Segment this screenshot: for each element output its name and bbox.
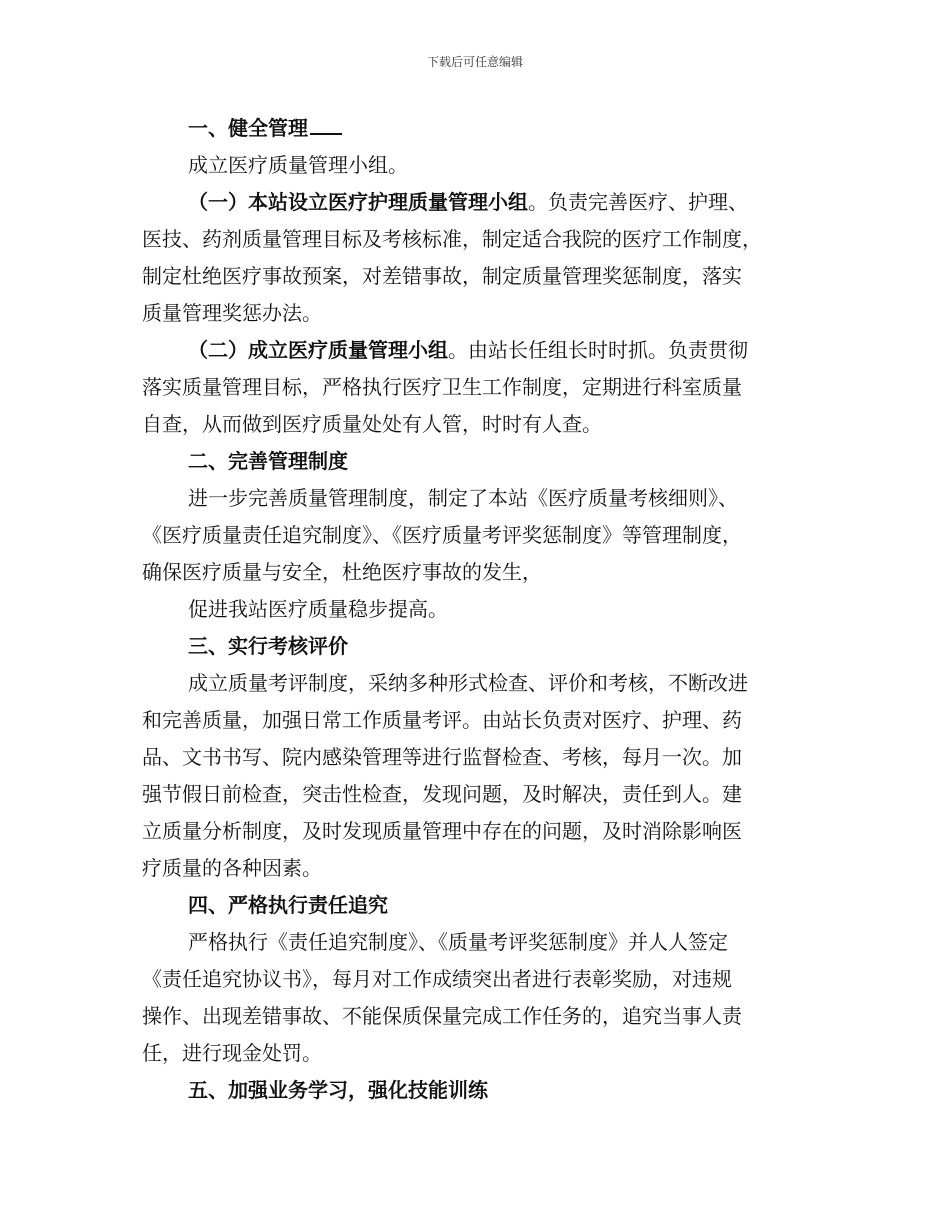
paragraph-line: 制定杜绝医疗事故预案，对差错事故，制定质量管理奖惩制度，落实 — [142, 264, 742, 288]
paragraph-line: 和完善质量，加强日常工作质量考评。由站长负责对医疗、护理、药 — [142, 708, 742, 732]
paragraph-line: 医技、药剂质量管理目标及考核标准，制定适合我院的医疗工作制度， — [142, 227, 762, 251]
paragraph-line: 强节假日前检查，突击性检查，发现问题，及时解决，责任到人。建 — [142, 782, 742, 806]
paragraph-line: 疗质量的各种因素。 — [142, 856, 322, 880]
paragraph-line: 《医疗质量责任追究制度》、《医疗质量考评奖惩制度》等管理制度， — [142, 523, 742, 547]
paragraph-line: 立质量分析制度，及时发现质量管理中存在的问题，及时消除影响医 — [142, 819, 742, 843]
paragraph-line: 进一步完善质量管理制度，制定了本站《医疗质量考核细则》、 — [188, 486, 738, 510]
paragraph-line: 《责任追究协议书》，每月对工作成绩突出者进行表彰奖励，对违规 — [142, 967, 732, 991]
paragraph-line: 品、文书书写、院内感染管理等进行监督检查、考核，每月一次。加 — [142, 745, 742, 769]
paragraph-line: 质量管理奖惩办法。 — [142, 301, 322, 325]
section-heading-1: 一、健全管理 — [142, 110, 818, 147]
paragraph-line: 促进我站医疗质量稳步提高。 — [188, 597, 448, 621]
section-heading-4: 四、严格执行责任追究 — [188, 893, 388, 917]
paragraph-line: 成立医疗质量管理小组。 — [188, 153, 408, 177]
section-heading-2: 二、完善管理制度 — [188, 449, 348, 473]
subheading-bold: （一）本站设立医疗护理质量管理小组 — [188, 190, 528, 214]
document-body — [142, 110, 818, 1109]
paragraph-line: （一）本站设立医疗护理质量管理小组。负责完善医疗、护理、 — [188, 190, 748, 214]
paragraph-line: 自查，从而做到医疗质量处处有人管，时时有人查。 — [142, 412, 602, 436]
page-header: 下载后可任意编辑 — [426, 55, 523, 69]
paragraph-line: 严格执行《责任追究制度》、《质量考评奖惩制度》并人人签定 — [188, 930, 728, 954]
title-underline — [310, 115, 342, 135]
paragraph-line: 落实质量管理目标，严格执行医疗卫生工作制度，定期进行科室质量 — [142, 375, 742, 399]
section-heading-5: 五、加强业务学习，强化技能训练 — [188, 1078, 488, 1102]
paragraph-line: 确保医疗质量与安全，杜绝医疗事故的发生， — [142, 560, 542, 584]
subheading-bold: （二）成立医疗质量管理小组 — [188, 338, 448, 362]
section-heading-3: 三、实行考核评价 — [188, 634, 348, 658]
paragraph-line: 成立质量考评制度，采纳多种形式检查、评价和考核，不断改进 — [188, 671, 748, 695]
paragraph-line: （二）成立医疗质量管理小组。由站长任组长时时抓。负责贯彻 — [188, 338, 748, 362]
paragraph-line: 操作、出现差错事故、不能保质保量完成工作任务的，追究当事人责 — [142, 1004, 742, 1028]
paragraph-line: 任，进行现金处罚。 — [142, 1041, 322, 1065]
